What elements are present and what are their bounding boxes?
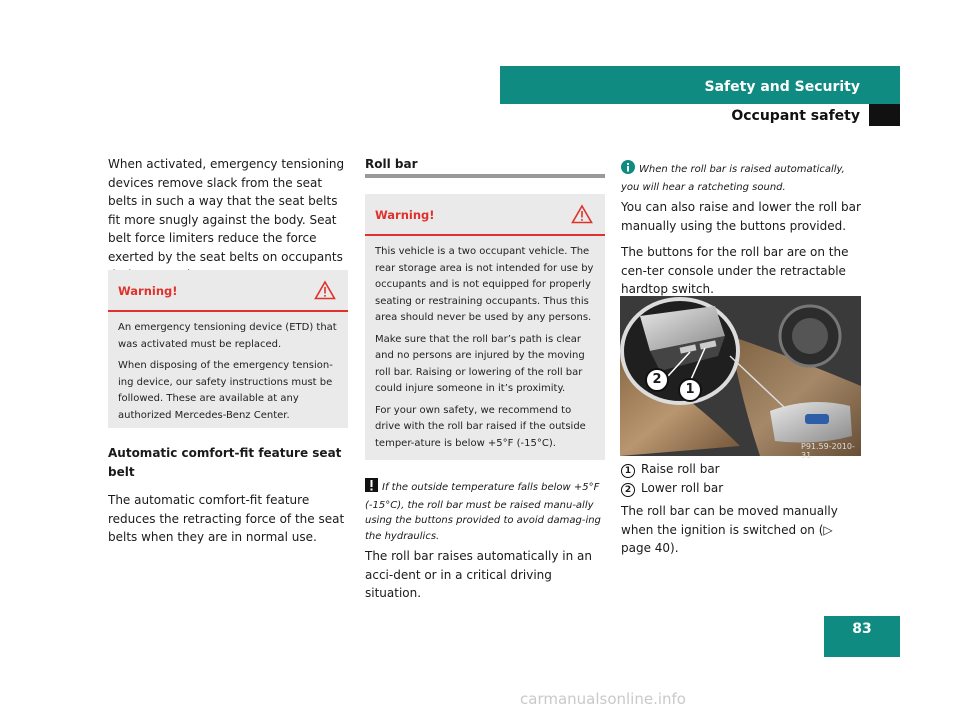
legend-text: Raise roll bar — [641, 462, 720, 476]
warning-paragraph: This vehicle is a two occupant vehicle. The rear storage area is not intended for use by occupants and is not equipped for properly seating or restraining occupants. Thus this area should never be used by any persons. — [375, 246, 594, 323]
comfort-fit-section — [108, 444, 353, 555]
info-note-text: When the roll bar is raised automatically, you will hear a ratcheting sound. — [621, 164, 845, 193]
rollbar-warning-box — [365, 194, 605, 460]
header-tab-marker — [869, 104, 900, 126]
section-title: Safety and Security — [704, 79, 860, 95]
photo-code: P91.59-2010-31 — [801, 442, 855, 460]
warning-paragraph: When disposing of the emergency tension-ing device, our safety instructions must be followed. These are available at any authorized Mercedes-Benz Center. — [118, 360, 333, 421]
callout-1: 1 — [678, 378, 702, 402]
warning-paragraph: An emergency tensioning device (ETD) that was activated must be replaced. — [118, 322, 337, 350]
info-icon — [621, 160, 635, 180]
comfort-fit-heading: Automatic comfort-fit feature seat belt — [108, 446, 342, 479]
legend-item — [621, 460, 861, 479]
caution-note — [365, 478, 607, 544]
warning-triangle-icon — [571, 204, 593, 227]
right-column-text — [621, 198, 861, 307]
rollbar-buttons-photo — [620, 296, 861, 460]
etd-warning-box — [108, 270, 348, 428]
heading-rule — [365, 174, 605, 178]
comfort-fit-paragraph: The automatic comfort-fit feature reduces the retracting force of the seat belts when they are in normal use. — [108, 493, 345, 544]
legend-number: 2 — [621, 483, 635, 497]
exclamation-icon — [365, 478, 378, 498]
manual-buttons-paragraph: You can also raise and lower the roll bar manually using the buttons provided. — [621, 200, 861, 233]
photo-legend — [621, 460, 861, 497]
legend-item — [621, 479, 861, 498]
page-reference-link[interactable]: page 40). — [621, 541, 679, 555]
manual-move-text: The roll bar can be moved manually when the ignition is switched on ( — [621, 504, 838, 537]
watermark: carmanualsonline.info — [520, 690, 686, 708]
button-location-paragraph: The buttons for the roll bar are on the cen-ter console under the retractable hardtop switch. — [621, 245, 849, 296]
warning-title: Warning! — [375, 208, 435, 222]
page-number: 83 — [824, 616, 900, 657]
callout-2: 2 — [645, 368, 669, 392]
warning-paragraph: For your own safety, we recommend to drive with the roll bar raised if the outside temper-ature is below +5°F (-15°C). — [375, 404, 586, 449]
subsection-title: Occupant safety — [731, 108, 860, 124]
intro-paragraph: When activated, emergency tensioning devices remove slack from the seat belts in such a way that the seat belts fit more snugly against the body. Seat belt force limiters reduce the force exerted by the seat belts on occupants — [108, 157, 345, 264]
page-ref-arrow-icon: ▷ — [823, 522, 833, 537]
rollbar-heading: Roll bar — [365, 157, 418, 171]
info-note — [621, 160, 861, 195]
caution-note-text: If the outside temperature falls below +5°F (-15°C), the roll bar must be raised manu-ally using the buttons provided to avoid damag-ing the hydraulics. — [365, 482, 601, 542]
warning-paragraph: Make sure that the roll bar’s path is clear and no persons are injured by the moving roll bar. Raising or lowering of the roll bar could injure someone in it’s proximity. — [375, 333, 585, 394]
legend-number: 1 — [621, 464, 635, 478]
legend-text: Lower roll bar — [641, 480, 724, 495]
warning-triangle-icon — [314, 280, 336, 303]
warning-title: Warning! — [118, 284, 178, 298]
rollbar-auto-paragraph: The roll bar raises automatically in an acci-dent or in a critical driving situation. — [365, 549, 593, 600]
manual-move-paragraph — [621, 502, 861, 558]
warning-header — [108, 270, 348, 312]
warning-header — [365, 194, 605, 236]
